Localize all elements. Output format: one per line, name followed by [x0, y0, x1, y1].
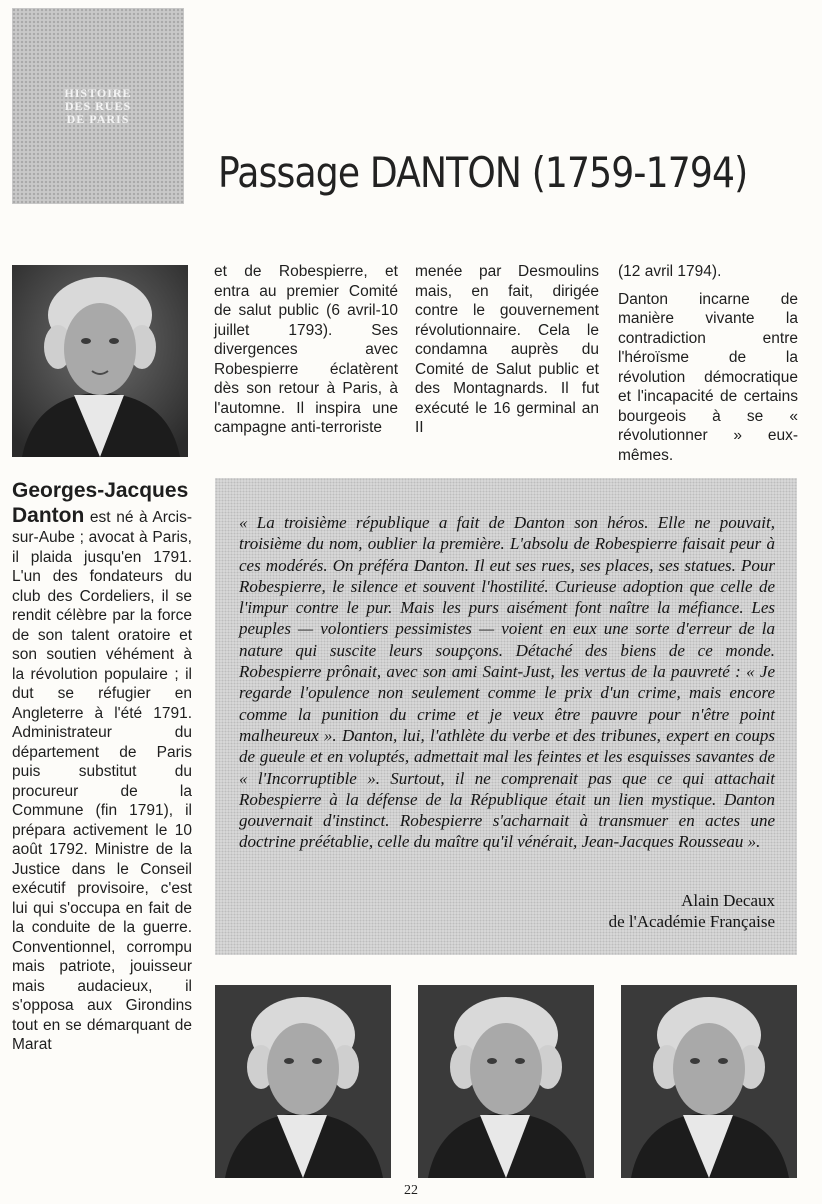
bio-column-1	[12, 478, 192, 1063]
page-title: Passage DANTON (1759-1794)	[218, 148, 748, 197]
danton-portrait	[12, 265, 188, 457]
danton-portrait-small	[215, 985, 391, 1178]
bio-text: est né à Arcis-sur-Aube ; avocat à Paris, il plaida jusqu'en 1791. L'un des fondateurs du club des Cordeliers, il se rendit célèbre par la force de son talent oratoire et son soutien véhément à la révolution populaire ; il dut se réfugier en Angleterre à l'été 1791. Administrateur du département de Paris puis substitut du procureur de la Commune (fin 1791), il prépara activement le 10 août 1792. Ministre de la Justice dans le Conseil exécutif provisoire, c'est lui qui s'occupa en fait de la conduite de la guerre. Conventionnel, corrompu mais patriote, jouisseur mais audacieux, il s'opposa aux Girondins tout en se démarquant de Marat	[12, 509, 192, 1053]
book-logo	[12, 8, 184, 204]
quote-text: « La troisième république a fait de Danton son héros. Elle ne pouvait, troisième du nom, oublier la première. L'absolu de Robespierre faisait peur à ces modérés. On préféra Danton. Il eut ses rues, ses places, ses statues. Pour Robespierre, le silence et souvent l'hostilité. Curieuse adoption que celle de l'impur contre le pur. Mais les purs aisément font naître la méfiance. Les peuples — volontiers pessimistes — voient en eux une sorte d'erreur de la nature qui suscite leurs soupçons. Détaché des biens de ce monde. Robespierre prônait, avec son ami Saint-Just, les vertus de la pauvreté : « Je regarde l'opulence non seulement comme le prix d'un crime, mais encore comme la punition du crime et je veux être pauvre pour n'être point malheureux ». Danton, lui, l'athlète du verbe et des tribunes, expert en coups de gueule et en voluptés, admettait mal les feintes et les esquisses savantes de « l'Incorruptible ». Surtout, il ne comprenait pas que ce qui attachait Robespierre à la défense de la République était un lien mystique. Danton gouvernait d'instinct. Robespierre s'acharnait à transmuer en actes une doctrine préétablie, celle du maître qu'il vénérait, Jean-Jacques Rousseau ».	[239, 513, 775, 852]
bio-conclusion: Danton incarne de manière vivante la contradiction entre l'héroïsme de la révolution démocratique et l'incapacité de certains bourgeois à se « révolutionner » eux-mêmes.	[618, 290, 798, 464]
logo-line: DE PARIS	[66, 111, 130, 126]
quote-affiliation: de l'Académie Française	[608, 912, 775, 931]
danton-portrait-small	[418, 985, 594, 1178]
logo-line: DES RUES	[64, 98, 132, 113]
quote-attribution	[609, 890, 775, 932]
logo-line: HISTOIRE	[64, 85, 132, 100]
page-number: 22	[404, 1183, 418, 1198]
danton-portrait-small	[621, 985, 797, 1178]
bio-date: (12 avril 1794).	[618, 263, 722, 280]
bio-column-4	[618, 262, 798, 473]
bio-lead-name: Georges-Jacques Danton	[12, 479, 189, 527]
bio-text: menée par Desmoulins mais, en fait, dirigée contre le gouvernement révolutionnaire. Cela le condamna auprès du Comité de Salut public et des Montagnards. Il fut exécuté le 16 germinal an II	[415, 263, 599, 436]
bio-column-3	[415, 262, 599, 446]
quote-author: Alain Decaux	[681, 891, 775, 910]
bio-text: et de Robespierre, et entra au premier Comité de salut public (6 avril-10 juillet 1793). Ses divergences avec Robespierre éclatèrent dès son retour à Paris, à l'automne. Il inspira une campagne anti-terroriste	[214, 263, 398, 436]
quote-box	[215, 478, 797, 955]
bio-column-2	[214, 262, 398, 446]
